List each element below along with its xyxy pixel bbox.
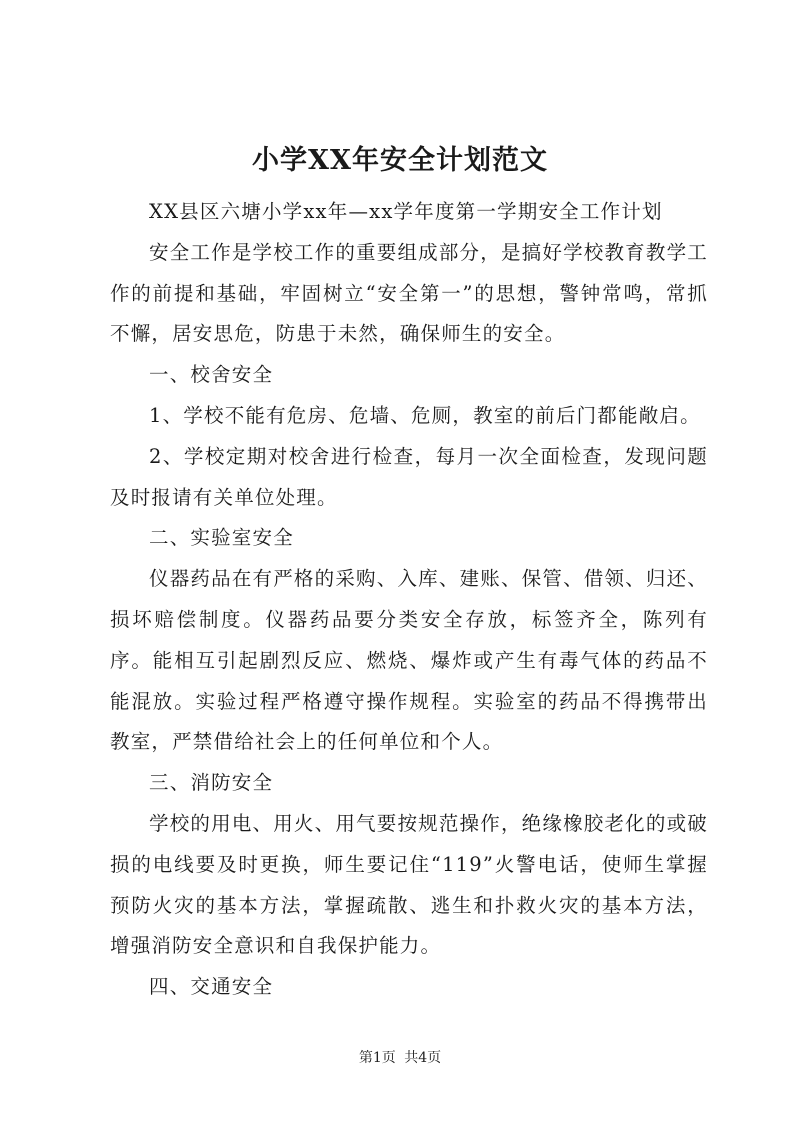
section-heading-school-buildings: 一、校舍安全 xyxy=(149,363,274,387)
paragraph-item-2: 2、学校定期对校舍进行检查，每月一次全面检查，发现问题及时报请有关单位处理。 xyxy=(110,444,708,509)
paragraph-laboratory: 仪器药品在有严格的采购、入库、建账、保管、借领、归还、损坏赔偿制度。仪器药品要分类安全存放，标签齐全，陈列有序。能相互引起剧烈反应、燃烧、爆炸或产生有毒气体的药品不能混放。实验过程严格遵守操作规程。实验室的药品不得携带出教室，严禁借给社会上的任何单位和个人。 xyxy=(110,567,708,754)
page-footer xyxy=(0,1047,800,1067)
section-heading-traffic: 四、交通安全 xyxy=(149,975,274,999)
document-title: 小学XX年安全计划范文 xyxy=(252,145,548,176)
paragraph-intro: 安全工作是学校工作的重要组成部分，是搞好学校教育教学工作的前提和基础，牢固树立“安全第一”的思想，警钟常鸣，常抓不懈，居安思危，防患于未然，确保师生的安全。 xyxy=(110,240,708,346)
section-heading-fire-safety: 三、消防安全 xyxy=(149,771,274,795)
paragraph-subtitle: XX县区六塘小学xx年—xx学年度第一学期安全工作计划 xyxy=(149,200,663,223)
section-heading-laboratory: 二、实验室安全 xyxy=(149,526,294,550)
page-number: 第1页 xyxy=(358,1050,396,1066)
paragraph-item-1: 1、学校不能有危房、危墙、危厕，教室的前后门都能敞启。 xyxy=(149,403,701,427)
document-body xyxy=(110,192,708,1008)
paragraph-fire-safety: 学校的用电、用火、用气要按规范操作，绝缘橡胶老化的或破损的电线要及时更换，师生要记住“119”火警电话，使师生掌握预防火灾的基本方法，掌握疏散、逃生和扑救火灾的基本方法，增强消防安全意识和自我保护能力。 xyxy=(110,811,708,958)
page-total: 共4页 xyxy=(404,1050,442,1066)
